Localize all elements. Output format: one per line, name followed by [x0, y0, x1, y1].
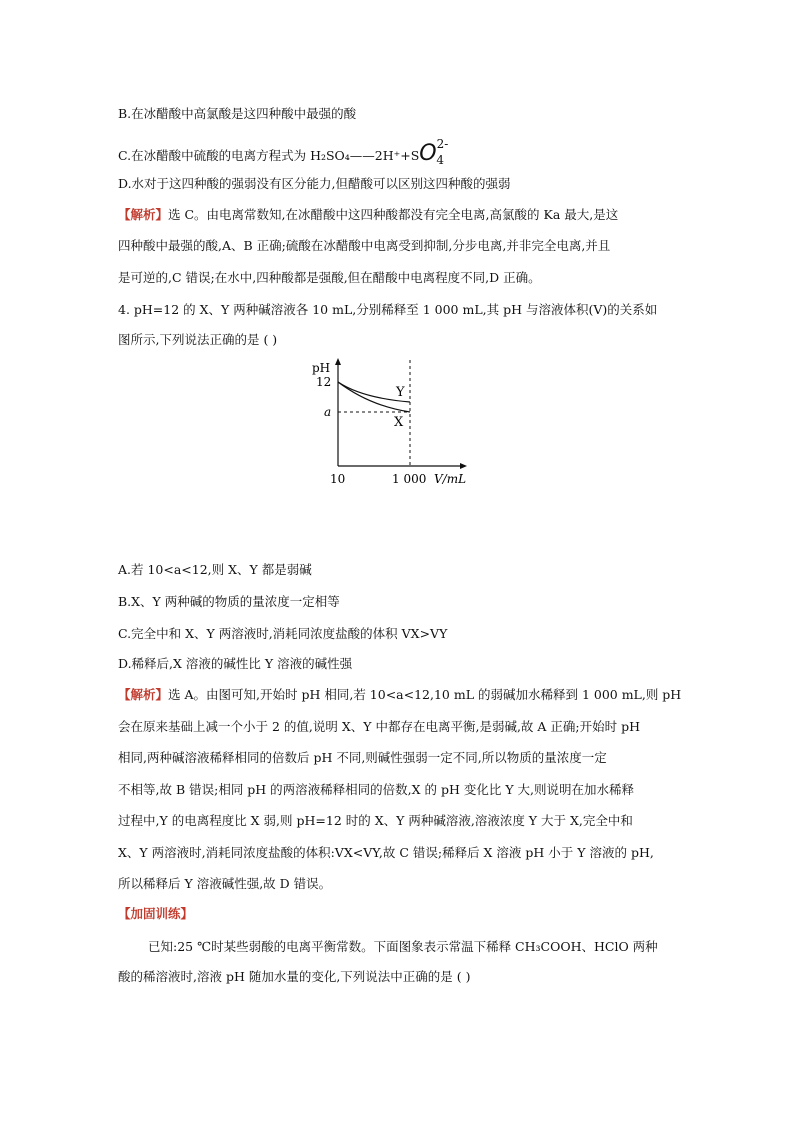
- ph-volume-chart: [300, 356, 480, 488]
- q4-option-c: C.完全中和 X、Y 两溶液时,消耗同浓度盐酸的体积 VX>VY: [118, 626, 448, 641]
- x-axis-arrow: [460, 463, 467, 469]
- y-axis-arrow: [335, 358, 341, 365]
- analysis-text: 选 C。由电离常数知,在冰醋酸中这四种酸都没有完全电离,高氯酸的 Ka 最大,是这: [168, 207, 619, 222]
- analysis-q4-line-2: 会在原来基础上减一个小于 2 的值,说明 X、Y 中都存在电离平衡,是弱碱,故 A 正确;开始时 pH: [118, 719, 640, 734]
- y-tick-12: 12: [316, 375, 332, 389]
- analysis-q4-line-5: 过程中,Y 的电离程度比 X 弱,则 pH=12 时的 X、Y 两种碱溶液,溶液浓度 Y 大于 X,完全中和: [118, 813, 633, 828]
- reinforce-tag: 【加固训练】: [118, 906, 194, 921]
- q4-option-d: D.稀释后,X 溶液的碱性比 Y 溶液的碱性强: [118, 656, 353, 671]
- y-axis-label: pH: [312, 361, 331, 375]
- option-b: B.在冰醋酸中高氯酸是这四种酸中最强的酸: [118, 106, 357, 121]
- option-c-big: O: [419, 141, 437, 166]
- analysis-q3-line-1: [118, 207, 618, 223]
- option-d: D.水对于这四种酸的强弱没有区分能力,但醋酸可以区别这四种酸的强弱: [118, 176, 511, 191]
- reinforce-line-2: 酸的稀溶液时,溶液 pH 随加水量的变化,下列说法中正确的是 ( ): [118, 969, 471, 984]
- x-axis-label: V/mL: [434, 472, 467, 486]
- x-tick-1000: 1 000: [392, 472, 427, 486]
- analysis-tag: 【解析】: [118, 207, 169, 222]
- analysis-q4-line-3: 相同,两种碱溶液稀释相同的倍数后 pH 不同,则碱性强弱一定不同,所以物质的量浓度一定: [118, 750, 607, 765]
- q4-stem-line-2: 图所示,下列说法正确的是 ( ): [118, 332, 278, 347]
- series-x-label: X: [394, 415, 404, 430]
- q4-option-a: A.若 10<a<12,则 X、Y 都是弱碱: [118, 562, 312, 577]
- option-c-text: C.在冰醋酸中硫酸的电离方程式为 H₂SO₄——2H⁺+S: [118, 148, 420, 163]
- analysis-q3-line-2: 四种酸中最强的酸,A、B 正确;硫酸在冰醋酸中电离受到抑制,分步电离,并非完全电离,并且: [118, 238, 611, 253]
- reinforce-line-1: 已知:25 ℃时某些弱酸的电离平衡常数。下面图象表示常温下稀释 CH₃COOH、HClO 两种: [148, 939, 658, 954]
- analysis-q3-line-3: 是可逆的,C 错误;在水中,四种酸都是强酸,但在醋酸中电离程度不同,D 正确。: [118, 270, 541, 285]
- analysis-tag: 【解析】: [118, 687, 169, 702]
- option-c-sup: 2-: [436, 137, 449, 151]
- y-tick-a: a: [324, 405, 332, 419]
- analysis-q4-line-6: X、Y 两溶液时,消耗同浓度盐酸的体积:VX<VY,故 C 错误;稀释后 X 溶液 pH 小于 Y 溶液的 pH,: [118, 845, 654, 860]
- analysis-text: 选 A。由图可知,开始时 pH 相同,若 10<a<12,10 mL 的弱碱加水稀释到 1 000 mL,则 pH: [168, 687, 682, 702]
- series-y-label: Y: [396, 385, 405, 400]
- q4-option-b: B.X、Y 两种碱的物质的量浓度一定相等: [118, 594, 340, 609]
- analysis-q4-line-4: 不相等,故 B 错误;相同 pH 的两溶液稀释相同的倍数,X 的 pH 变化比 Y 大,则说明在加水稀释: [118, 782, 635, 797]
- option-c: [118, 137, 449, 167]
- q4-stem-line-1: 4. pH=12 的 X、Y 两种碱溶液各 10 mL,分别稀释至 1 000 mL,其 pH 与溶液体积(V)的关系如: [118, 302, 658, 317]
- analysis-q4-line-1: [118, 687, 681, 703]
- option-c-sub: 4: [436, 153, 444, 167]
- x-tick-10: 10: [330, 472, 346, 486]
- analysis-q4-line-7: 所以稀释后 Y 溶液碱性强,故 D 错误。: [118, 876, 332, 891]
